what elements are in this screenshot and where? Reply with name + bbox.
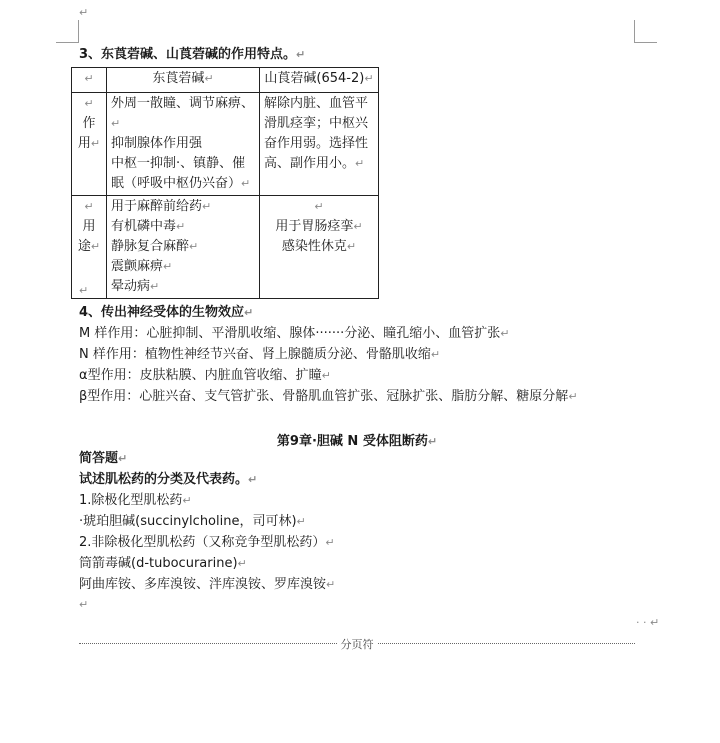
table-header-anisodamine[interactable]: 山莨菪碱(654-2)↵: [260, 68, 379, 93]
answer-line[interactable]: 阿曲库铵、多库溴铵、泮库溴铵、罗库溴铵↵: [79, 577, 336, 592]
effect-line-n[interactable]: N 样作用：植物性神经节兴奋、肾上腺髓质分泌、骨骼肌收缩↵: [79, 347, 441, 362]
answer-line[interactable]: 筒箭毒碱(d-tubocurarine)↵: [79, 556, 247, 571]
page-corner-top-left: [56, 20, 79, 43]
cell-scopolamine-use[interactable]: 用于麻醉前给药↵ 有机磷中毒↵ 静脉复合麻醉↵ 震颤麻痹↵ 晕动病↵: [107, 196, 260, 299]
answer-line[interactable]: 2.非除极化型肌松药（又称竞争型肌松药）↵: [79, 535, 335, 550]
chapter-heading[interactable]: 第9章·胆碱 N 受体阻断药↵: [276, 434, 438, 449]
answer-line[interactable]: 1.除极化型肌松药↵: [79, 493, 192, 508]
row-label-use[interactable]: ↵ 用 途↵: [72, 196, 107, 299]
effect-line-beta[interactable]: β型作用：心脏兴奋、支气管扩张、骨骼肌血管扩张、冠脉扩张、脂肪分解、糖原分解↵: [79, 389, 578, 404]
effect-line-m[interactable]: M 样作用：心脏抑制、平滑肌收缩、腺体·······分泌、瞳孔缩小、血管扩张↵: [79, 326, 510, 341]
section3-title[interactable]: 3、东莨菪碱、山莨菪碱的作用特点。↵: [79, 47, 306, 62]
paragraph-mark: ↵: [79, 598, 89, 611]
paragraph-mark: ↵: [79, 6, 89, 19]
table-header-scopolamine[interactable]: 东莨菪碱↵: [107, 68, 260, 93]
page-break-label: 分页符: [0, 636, 714, 652]
cell-anisodamine-use[interactable]: ↵ 用于胃肠痉挛↵ 感染性休克↵: [260, 196, 379, 299]
page-corner-top-right: [634, 20, 657, 43]
section4-title[interactable]: 4、传出神经受体的生物效应↵: [79, 305, 254, 320]
effect-line-alpha[interactable]: α型作用：皮肤粘膜、内脏血管收缩、扩瞳↵: [79, 368, 331, 383]
table-header-row: [72, 68, 379, 93]
table-header-blank[interactable]: ↵: [72, 68, 107, 93]
question-text[interactable]: 试述肌松药的分类及代表药。↵: [79, 472, 258, 487]
table-row-use: [72, 196, 379, 299]
question-type[interactable]: 简答题↵: [79, 451, 128, 466]
row-label-action[interactable]: ↵ 作 用↵: [72, 93, 107, 196]
cell-anisodamine-action[interactable]: 解除内脏、血管平 滑肌痉挛；中枢兴 奋作用弱。选择性 高、副作用小。↵: [260, 93, 379, 196]
answer-line[interactable]: ·琥珀胆碱(succinylcholine，司可林)↵: [79, 514, 306, 529]
comparison-table: [71, 67, 379, 299]
paragraph-mark: ↵: [79, 284, 89, 297]
cell-scopolamine-action[interactable]: 外周一散瞳、调节麻痹、↵ 抑制腺体作用强 中枢一抑制·、镇静、催 眠（呼吸中枢仍兴奋）↵: [107, 93, 260, 196]
table-row-action: [72, 93, 379, 196]
trailing-dots: · · ↵: [636, 616, 660, 629]
